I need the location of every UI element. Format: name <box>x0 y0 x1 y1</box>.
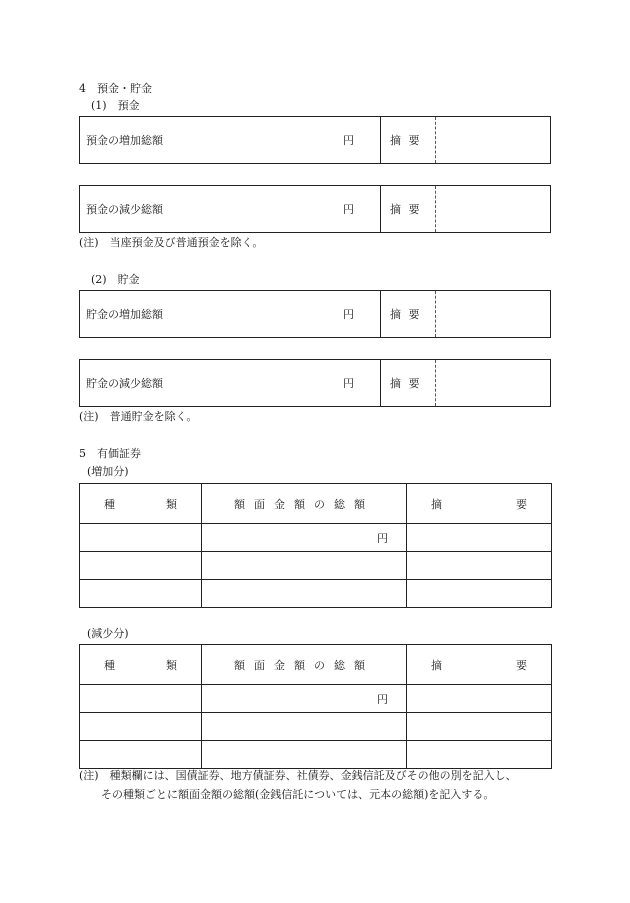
amount-cell[interactable] <box>202 580 407 608</box>
amount-cell[interactable] <box>202 741 407 769</box>
yen-unit: 円 <box>343 308 354 321</box>
securities-note-line1: (注) 種類欄には、国債証券、地方債証券、社債券、金銭信託及びその他の別を記入し、 <box>79 769 517 782</box>
increase-heading: (増加分) <box>87 465 129 478</box>
kind-cell[interactable] <box>80 552 202 580</box>
header-amount: 額面金額の総額 <box>202 484 407 524</box>
kind-cell[interactable] <box>80 685 202 713</box>
tekiyo-label: 摘 要 <box>390 203 420 216</box>
divider <box>380 360 381 406</box>
tekiyo-cell[interactable] <box>407 524 552 552</box>
section-5-title: 5 有価証券 <box>79 447 141 460</box>
savings-decrease-label: 貯金の減少総額 <box>86 377 163 390</box>
deposit-increase-label: 預金の増加総額 <box>86 134 163 147</box>
divider <box>380 117 381 163</box>
header-tekiyo: 摘 要 <box>407 484 552 524</box>
deposit-heading: (1) 預金 <box>91 99 140 112</box>
savings-increase-box <box>79 290 551 338</box>
yen-unit: 円 <box>343 377 354 390</box>
yen-unit: 円 <box>343 134 354 147</box>
dashed-divider <box>435 291 436 337</box>
deposit-note: (注) 当座預金及び普通預金を除く。 <box>79 236 264 249</box>
deposit-decrease-label: 預金の減少総額 <box>86 203 163 216</box>
securities-note-line2: その種類ごとに額面金額の総額(金銭信託については、元本の総額)を記入する。 <box>101 788 495 801</box>
amount-cell[interactable] <box>202 713 407 741</box>
kind-cell[interactable] <box>80 713 202 741</box>
table-header-row <box>80 645 552 685</box>
header-amount: 額面金額の総額 <box>202 645 407 685</box>
amount-cell[interactable]: 円 <box>202 524 407 552</box>
table-row <box>80 713 552 741</box>
savings-decrease-box <box>79 359 551 407</box>
amount-cell[interactable]: 円 <box>202 685 407 713</box>
table-row <box>80 580 552 608</box>
savings-note: (注) 普通貯金を除く。 <box>79 410 198 423</box>
amount-cell[interactable] <box>202 552 407 580</box>
kind-cell[interactable] <box>80 580 202 608</box>
deposit-increase-box <box>79 116 551 164</box>
header-tekiyo: 摘 要 <box>407 645 552 685</box>
savings-heading: (2) 貯金 <box>91 273 140 286</box>
tekiyo-label: 摘 要 <box>390 134 420 147</box>
kind-cell[interactable] <box>80 524 202 552</box>
tekiyo-cell[interactable] <box>407 580 552 608</box>
securities-decrease-table <box>79 644 552 769</box>
tekiyo-cell[interactable] <box>407 713 552 741</box>
header-kind: 種 類 <box>80 645 202 685</box>
dashed-divider <box>435 186 436 232</box>
tekiyo-label: 摘 要 <box>390 308 420 321</box>
divider <box>380 186 381 232</box>
securities-increase-table <box>79 483 552 608</box>
yen-unit: 円 <box>343 203 354 216</box>
dashed-divider <box>435 360 436 406</box>
table-row <box>80 524 552 552</box>
deposit-decrease-box <box>79 185 551 233</box>
table-row <box>80 552 552 580</box>
table-row <box>80 685 552 713</box>
table-header-row <box>80 484 552 524</box>
tekiyo-cell[interactable] <box>407 552 552 580</box>
section-4-title: 4 預金・貯金 <box>79 82 152 95</box>
divider <box>380 291 381 337</box>
tekiyo-cell[interactable] <box>407 741 552 769</box>
header-kind: 種 類 <box>80 484 202 524</box>
decrease-heading: (減少分) <box>87 627 129 640</box>
kind-cell[interactable] <box>80 741 202 769</box>
savings-increase-label: 貯金の増加総額 <box>86 308 163 321</box>
tekiyo-cell[interactable] <box>407 685 552 713</box>
dashed-divider <box>435 117 436 163</box>
table-row <box>80 741 552 769</box>
tekiyo-label: 摘 要 <box>390 377 420 390</box>
